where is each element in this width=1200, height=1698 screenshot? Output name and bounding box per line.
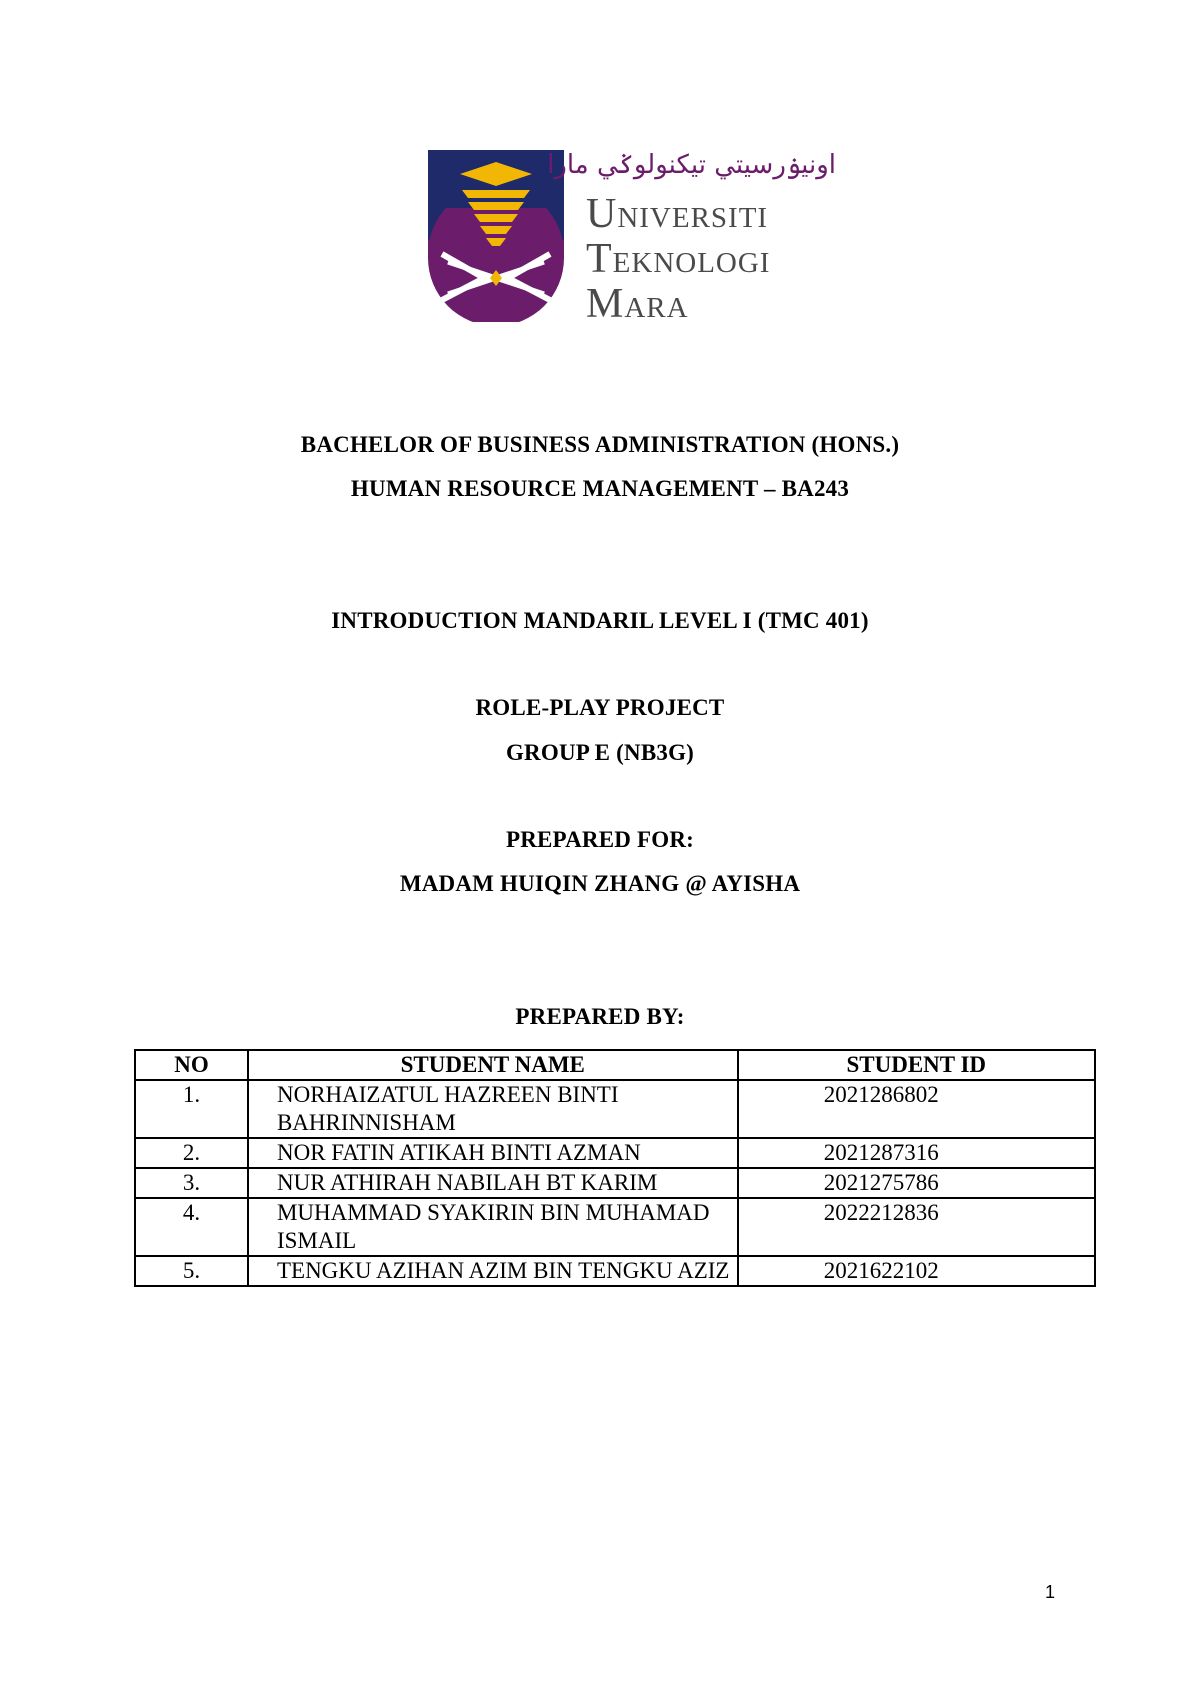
header-student-name: STUDENT NAME	[248, 1050, 738, 1080]
prepared-for-label: PREPARED FOR:	[505, 827, 695, 852]
project-title: ROLE-PLAY PROJECT	[475, 695, 725, 720]
row-no: 4.	[135, 1198, 248, 1256]
table-header-row	[135, 1050, 1095, 1080]
row-student-id: 2021622102	[738, 1256, 1095, 1286]
logo-wordmark-line: Mara	[586, 281, 689, 327]
project-group: GROUP E (NB3G)	[505, 740, 695, 765]
row-student-id: 2021275786	[738, 1168, 1095, 1198]
logo-wordmark-line: Teknologi	[586, 236, 771, 282]
table-row	[135, 1168, 1095, 1198]
row-no: 2.	[135, 1138, 248, 1168]
row-no: 5.	[135, 1256, 248, 1286]
row-student-name: MUHAMMAD SYAKIRIN BIN MUHAMAD ISMAIL	[248, 1198, 738, 1256]
row-student-id: 2021286802	[738, 1080, 1095, 1138]
prepared-by-label: PREPARED BY:	[515, 1004, 685, 1029]
row-student-name: NUR ATHIRAH NABILAH BT KARIM	[248, 1168, 738, 1198]
program-subtitle: HUMAN RESOURCE MANAGEMENT – BA243	[350, 476, 850, 501]
header-student-id: STUDENT ID	[738, 1050, 1095, 1080]
row-student-id: 2022212836	[738, 1198, 1095, 1256]
header-no: NO	[135, 1050, 248, 1080]
row-student-id: 2021287316	[738, 1138, 1095, 1168]
uitm-crest-icon	[428, 150, 564, 322]
logo-wordmark	[586, 192, 846, 327]
course-title: INTRODUCTION MANDARIL LEVEL I (TMC 401)	[331, 608, 869, 633]
logo-wordmark-line: Universiti	[586, 191, 769, 237]
row-student-name: NOR FATIN ATIKAH BINTI AZMAN	[248, 1138, 738, 1168]
row-student-name: NORHAIZATUL HAZREEN BINTI BAHRINNISHAM	[248, 1080, 738, 1138]
program-title: BACHELOR OF BUSINESS ADMINISTRATION (HONS.)	[300, 432, 900, 457]
lecturer-name: MADAM HUIQIN ZHANG @ AYISHA	[399, 871, 801, 896]
university-logo	[428, 150, 838, 327]
page-number: 1	[1045, 1582, 1056, 1602]
row-student-name: TENGKU AZIHAN AZIM BIN TENGKU AZIZ	[248, 1256, 738, 1286]
table-row	[135, 1138, 1095, 1168]
table-row	[135, 1256, 1095, 1286]
table-row	[135, 1198, 1095, 1256]
row-no: 3.	[135, 1168, 248, 1198]
student-table	[134, 1049, 1096, 1287]
logo-jawi-text: اونيۏرسيتي تيكنولوݢي مارا	[547, 150, 836, 180]
row-no: 1.	[135, 1080, 248, 1138]
table-row	[135, 1080, 1095, 1138]
